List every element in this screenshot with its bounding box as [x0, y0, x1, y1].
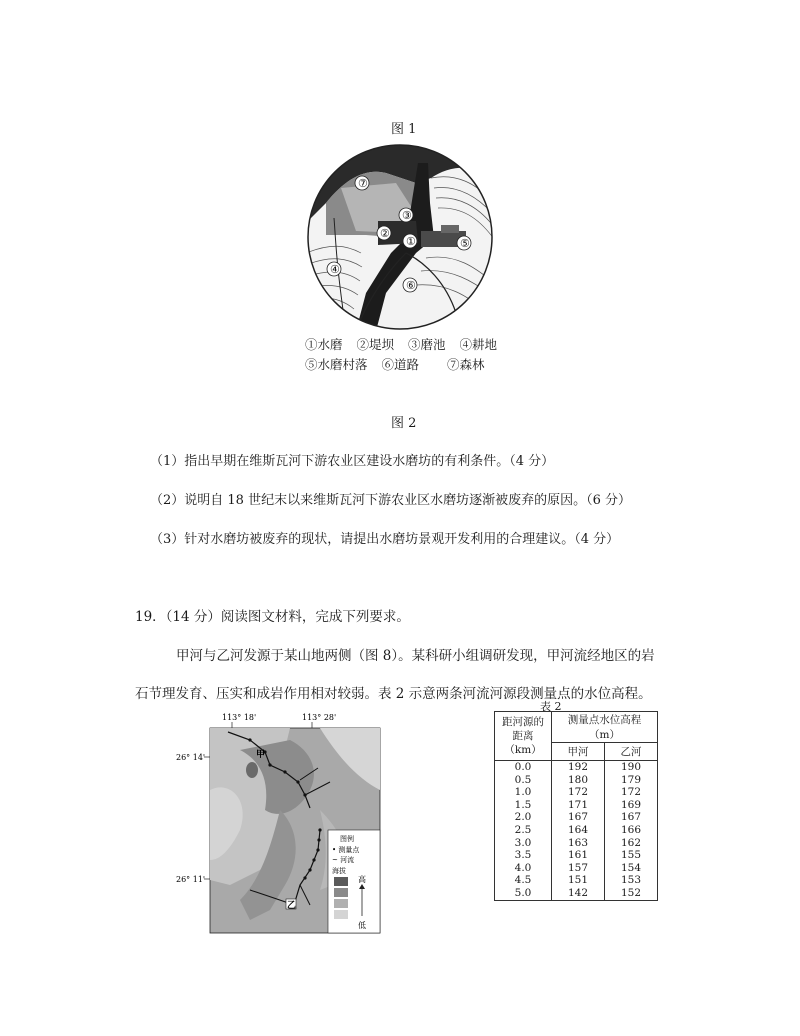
- legend-row-1: [305, 335, 507, 355]
- cell-yi: 167: [605, 811, 658, 824]
- map2-legend-elevation: 海拔: [332, 867, 346, 875]
- legend-road: ⑥道路: [381, 357, 420, 372]
- cell-jia: 167: [552, 811, 605, 824]
- table-row: [495, 761, 658, 774]
- cell-yi: 153: [605, 874, 658, 887]
- cell-jia: 142: [552, 887, 605, 900]
- lon-label-2: 113° 28': [302, 713, 337, 722]
- cell-jia: 192: [552, 761, 605, 774]
- figure1-caption: 图 1: [391, 122, 417, 137]
- marker-2: ②: [380, 227, 390, 240]
- cell-distance: 5.0: [495, 887, 552, 900]
- map2-legend-river: ~ 河流: [332, 856, 355, 864]
- cell-yi: 166: [605, 824, 658, 837]
- cell-distance: 3.5: [495, 849, 552, 862]
- river-label-yi: 乙: [287, 901, 297, 911]
- header-water-level: 测量点水位高程（m）: [552, 712, 658, 743]
- marker-4: ④: [330, 263, 340, 276]
- table2-caption: 表 2: [540, 700, 562, 713]
- q19-paragraph-line1: 甲河与乙河发源于某山地两侧（图 8）。某科研小组调研发现，甲河流经地区的岩: [176, 648, 655, 664]
- cell-jia: 164: [552, 824, 605, 837]
- legend-watermill: ①水磨: [305, 337, 343, 352]
- map2-legend-high: 高: [358, 875, 366, 884]
- map2-legend-low: 低: [358, 921, 366, 930]
- cell-yi: 162: [605, 837, 658, 850]
- water-level-table: [494, 711, 658, 901]
- legend-mill-village: ⑤水磨村落: [305, 357, 368, 372]
- marker-1: ①: [406, 235, 416, 248]
- cell-jia: 171: [552, 799, 605, 812]
- river-label-jia: 甲: [256, 750, 266, 760]
- marker-7: ⑦: [358, 177, 368, 190]
- legend-row-2: [305, 355, 507, 375]
- lon-label-1: 113° 18': [222, 713, 257, 722]
- cell-yi: 152: [605, 887, 658, 900]
- table-row: [495, 862, 658, 875]
- cell-distance: 1.0: [495, 786, 552, 799]
- cell-distance: 4.0: [495, 862, 552, 875]
- river-source-map: [170, 710, 390, 935]
- question-3: （3）针对水磨坊被废弃的现状，请提出水磨坊景观开发利用的合理建议。（4 分）: [150, 532, 620, 547]
- marker-6: ⑥: [406, 279, 416, 292]
- legend-farmland: ④耕地: [459, 337, 498, 352]
- question-2: （2）说明自 18 世纪末以来维斯瓦河下游农业区水磨坊逐渐被废弃的原因。（6 分）: [150, 493, 631, 508]
- cell-yi: 169: [605, 799, 658, 812]
- watermill-circular-map: [306, 143, 494, 331]
- header-distance: 距河源的 距离（km）: [495, 712, 552, 761]
- marker-3: ③: [402, 209, 412, 222]
- cell-distance: 2.5: [495, 824, 552, 837]
- table-row: [495, 811, 658, 824]
- q19-heading: 19．（14 分）阅读图文材料，完成下列要求。: [135, 609, 410, 625]
- map2-legend-title: 图例: [340, 835, 354, 843]
- cell-jia: 151: [552, 874, 605, 887]
- table-row: [495, 774, 658, 787]
- legend-forest: ⑦森林: [447, 357, 485, 372]
- cell-jia: 157: [552, 862, 605, 875]
- header-jia-river: 甲河: [552, 743, 605, 761]
- map1-legend: [305, 335, 507, 375]
- table-row: [495, 849, 658, 862]
- map2-legend-point: • 测量点: [332, 846, 360, 854]
- cell-yi: 155: [605, 849, 658, 862]
- table-row: [495, 799, 658, 812]
- cell-distance: 4.5: [495, 874, 552, 887]
- marker-5: ⑤: [460, 237, 470, 250]
- legend-mill-pond: ③磨池: [408, 337, 446, 352]
- cell-distance: 0.5: [495, 774, 552, 787]
- cell-distance: 1.5: [495, 799, 552, 812]
- cell-jia: 163: [552, 837, 605, 850]
- table-row: [495, 874, 658, 887]
- cell-yi: 172: [605, 786, 658, 799]
- cell-distance: 2.0: [495, 811, 552, 824]
- cell-yi: 154: [605, 862, 658, 875]
- cell-distance: 0.0: [495, 761, 552, 774]
- cell-jia: 180: [552, 774, 605, 787]
- lat-label-2: 26° 11': [176, 875, 206, 884]
- header-yi-river: 乙河: [605, 743, 658, 761]
- cell-yi: 190: [605, 761, 658, 774]
- table-row: [495, 824, 658, 837]
- table-row: [495, 786, 658, 799]
- cell-jia: 161: [552, 849, 605, 862]
- figure2-caption: 图 2: [391, 416, 417, 431]
- table-row: [495, 887, 658, 900]
- cell-yi: 179: [605, 774, 658, 787]
- table-row: [495, 837, 658, 850]
- lat-label-1: 26° 14': [176, 753, 206, 762]
- cell-distance: 3.0: [495, 837, 552, 850]
- q19-paragraph-line2: 石节理发育、压实和成岩作用相对较弱。表 2 示意两条河流河源段测量点的水位高程。: [135, 686, 652, 702]
- question-1: （1）指出早期在维斯瓦河下游农业区建设水磨坊的有利条件。（4 分）: [150, 454, 555, 469]
- cell-jia: 172: [552, 786, 605, 799]
- legend-dam: ②堤坝: [356, 337, 395, 352]
